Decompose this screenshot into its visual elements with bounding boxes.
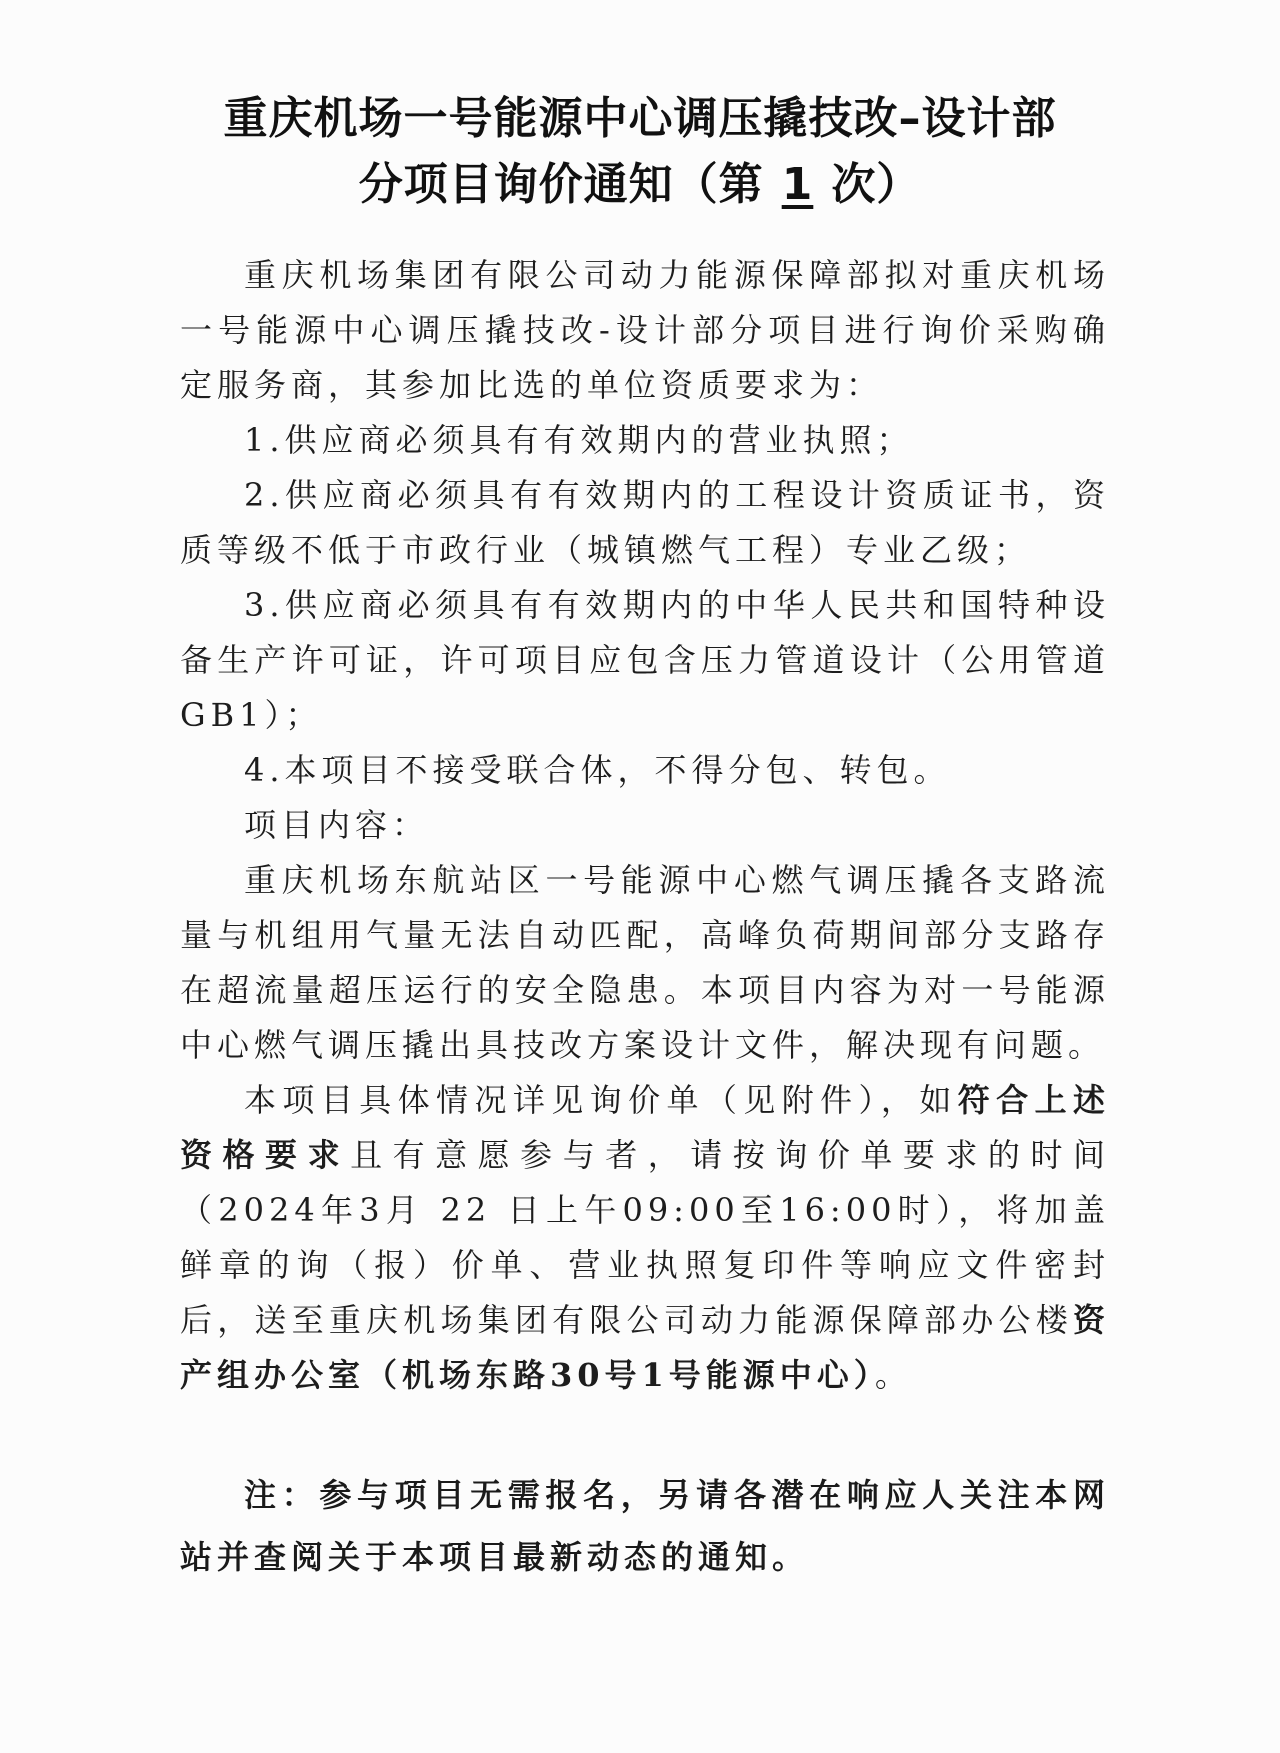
details-bold-qualification: 符合上述资格要求 [180,1081,1110,1174]
details-part-2: 且有意愿参与者，请按询价单要求的时间（2024年3月 22 日上午09:00至16:00时），将加盖鲜章的询（报）价单、营业执照复印件等响应文件密封后，送至重庆机场集团有限公司动力能源保障部办公楼 [180,1136,1110,1339]
content-heading: 项目内容： [244,806,430,844]
note-paragraph: 注：参与项目无需报名，另请各潜在响应人关注本网站并查阅关于本项目最新动态的通知。 [180,1476,1110,1576]
requirement-2: 2.供应商必须具有有效期内的工程设计资质证书，资质等级不低于市政行业（城镇燃气工程）专业乙级； [180,476,1110,569]
title-line-2 [130,152,1150,218]
title-line-1: 重庆机场一号能源中心调压撬技改–设计部 [223,93,1057,144]
details-part-1: 本项目具体情况详见询价单（见附件），如 [244,1081,958,1119]
content-paragraph: 重庆机场东航站区一号能源中心燃气调压撬各支路流量与机组用气量无法自动匹配，高峰负荷期间部分支路存在超流量超压运行的安全隐患。本项目内容为对一号能源中心燃气调压撬出具技改方案设计文件，解决现有问题。 [180,861,1110,1064]
note-section [180,1464,1110,1588]
title-round-number: 1 [781,159,814,210]
requirement-3: 3.供应商必须具有有效期内的中华人民共和国特种设备生产许可证，许可项目应包含压力管道设计（公用管道GB1）； [180,586,1110,734]
details-paragraph [180,1073,1110,1403]
details-part-3: 。 [874,1356,912,1394]
intro-paragraph: 重庆机场集团有限公司动力能源保障部拟对重庆机场一号能源中心调压撬技改-设计部分项目进行询价采购确定服务商，其参加比选的单位资质要求为： [180,256,1110,404]
title-line-2-suffix: 次） [831,159,922,210]
document-body [180,248,1110,1403]
title-line-2-prefix: 分项目询价通知（第 [358,159,764,210]
details-bold-address: 资产组办公室（机场东路30号1号能源中心） [180,1301,1110,1394]
requirement-1: 1.供应商必须具有有效期内的营业执照； [244,421,914,459]
requirement-4: 4.本项目不接受联合体，不得分包、转包。 [244,751,951,789]
document-title [130,86,1150,218]
